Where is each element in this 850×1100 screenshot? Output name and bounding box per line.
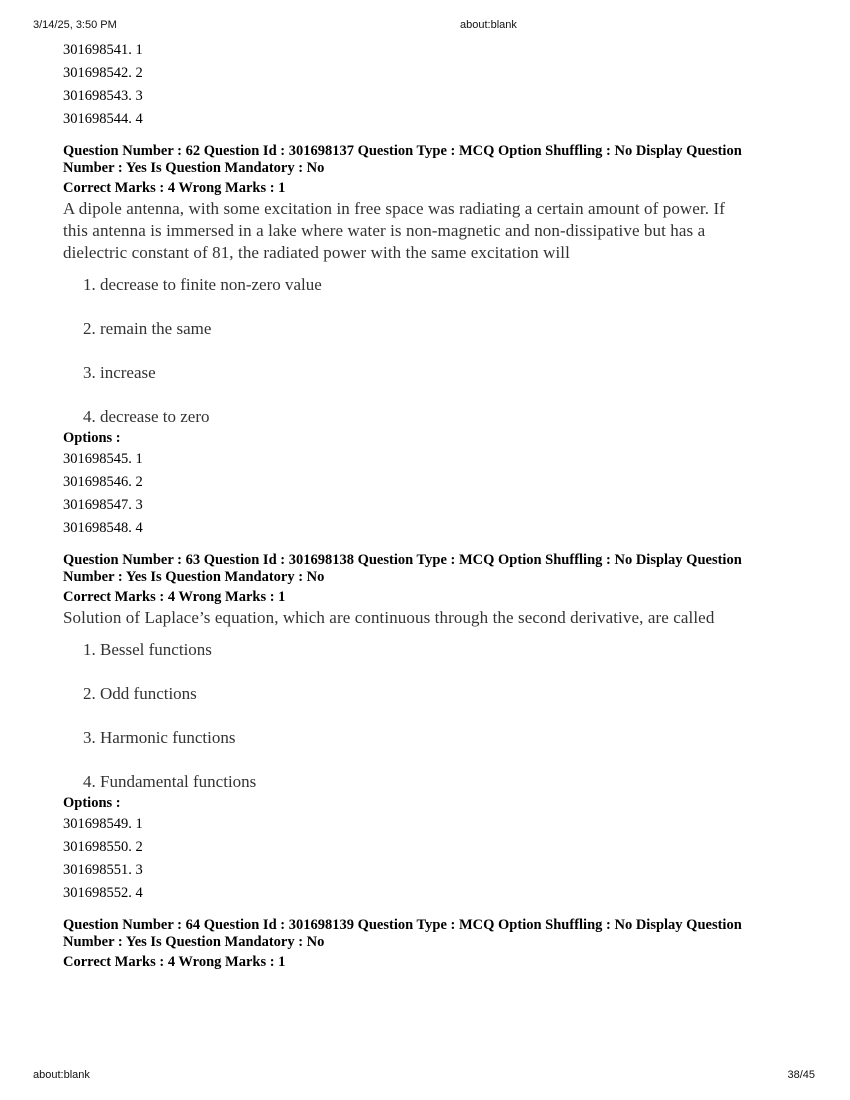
- option-id: 301698549. 1: [63, 816, 143, 832]
- print-footer: [0, 1069, 850, 1083]
- option-ids: [63, 448, 803, 540]
- print-header: [0, 19, 850, 33]
- option-id: 301698550. 2: [63, 839, 143, 855]
- page-number: 38/45: [787, 1069, 815, 1081]
- answer-choice: 1. Bessel functions: [83, 640, 212, 659]
- page-content: [63, 39, 803, 972]
- answer-choice: 2. remain the same: [83, 319, 212, 338]
- answer-choice: 4. Fundamental functions: [83, 772, 257, 791]
- option-id: 301698551. 3: [63, 862, 143, 878]
- question-block-62: [63, 143, 803, 540]
- print-url: about:blank: [460, 19, 517, 31]
- question-marks: Correct Marks : 4 Wrong Marks : 1: [63, 180, 286, 196]
- footer-url: about:blank: [33, 1069, 90, 1081]
- option-id: 301698543. 3: [63, 88, 143, 104]
- answer-choice: 1. decrease to finite non-zero value: [83, 275, 322, 294]
- answer-choice: 4. decrease to zero: [83, 407, 210, 426]
- print-datetime: 3/14/25, 3:50 PM: [33, 19, 117, 31]
- option-id: 301698546. 2: [63, 474, 143, 490]
- option-id: 301698548. 4: [63, 520, 143, 536]
- answer-choices: [63, 274, 803, 428]
- option-id: 301698544. 4: [63, 111, 143, 127]
- question-text: Solution of Laplace’s equation, which are continuous through the second derivative, are called: [63, 608, 715, 627]
- options-label: Options :: [63, 430, 121, 446]
- question-marks: Correct Marks : 4 Wrong Marks : 1: [63, 589, 286, 605]
- question-text: A dipole antenna, with some excitation in free space was radiating a certain amount of power. If this antenna is immersed in a lake where water is non-magnetic and non-dissipative but has a dielectric constant of 81, the radiated power with the same excitation will: [63, 199, 725, 262]
- option-id: 301698547. 3: [63, 497, 143, 513]
- question-meta: Question Number : 64 Question Id : 301698139 Question Type : MCQ Option Shuffling : No Display Question Number : Yes Is Question Mandatory : No: [63, 917, 742, 950]
- answer-choices: [63, 639, 803, 793]
- answer-choice: 3. Harmonic functions: [83, 728, 236, 747]
- option-id: 301698542. 2: [63, 65, 143, 81]
- top-option-ids: [63, 39, 803, 131]
- option-id: 301698541. 1: [63, 42, 143, 58]
- question-marks: Correct Marks : 4 Wrong Marks : 1: [63, 954, 286, 970]
- question-meta: Question Number : 63 Question Id : 301698138 Question Type : MCQ Option Shuffling : No Display Question Number : Yes Is Question Mandatory : No: [63, 552, 742, 585]
- option-id: 301698552. 4: [63, 885, 143, 901]
- option-ids: [63, 813, 803, 905]
- options-label: Options :: [63, 795, 121, 811]
- question-meta: Question Number : 62 Question Id : 301698137 Question Type : MCQ Option Shuffling : No Display Question Number : Yes Is Question Mandatory : No: [63, 143, 742, 176]
- question-block-63: [63, 552, 803, 905]
- answer-choice: 2. Odd functions: [83, 684, 197, 703]
- question-block-64: [63, 917, 803, 972]
- option-id: 301698545. 1: [63, 451, 143, 467]
- answer-choice: 3. increase: [83, 363, 156, 382]
